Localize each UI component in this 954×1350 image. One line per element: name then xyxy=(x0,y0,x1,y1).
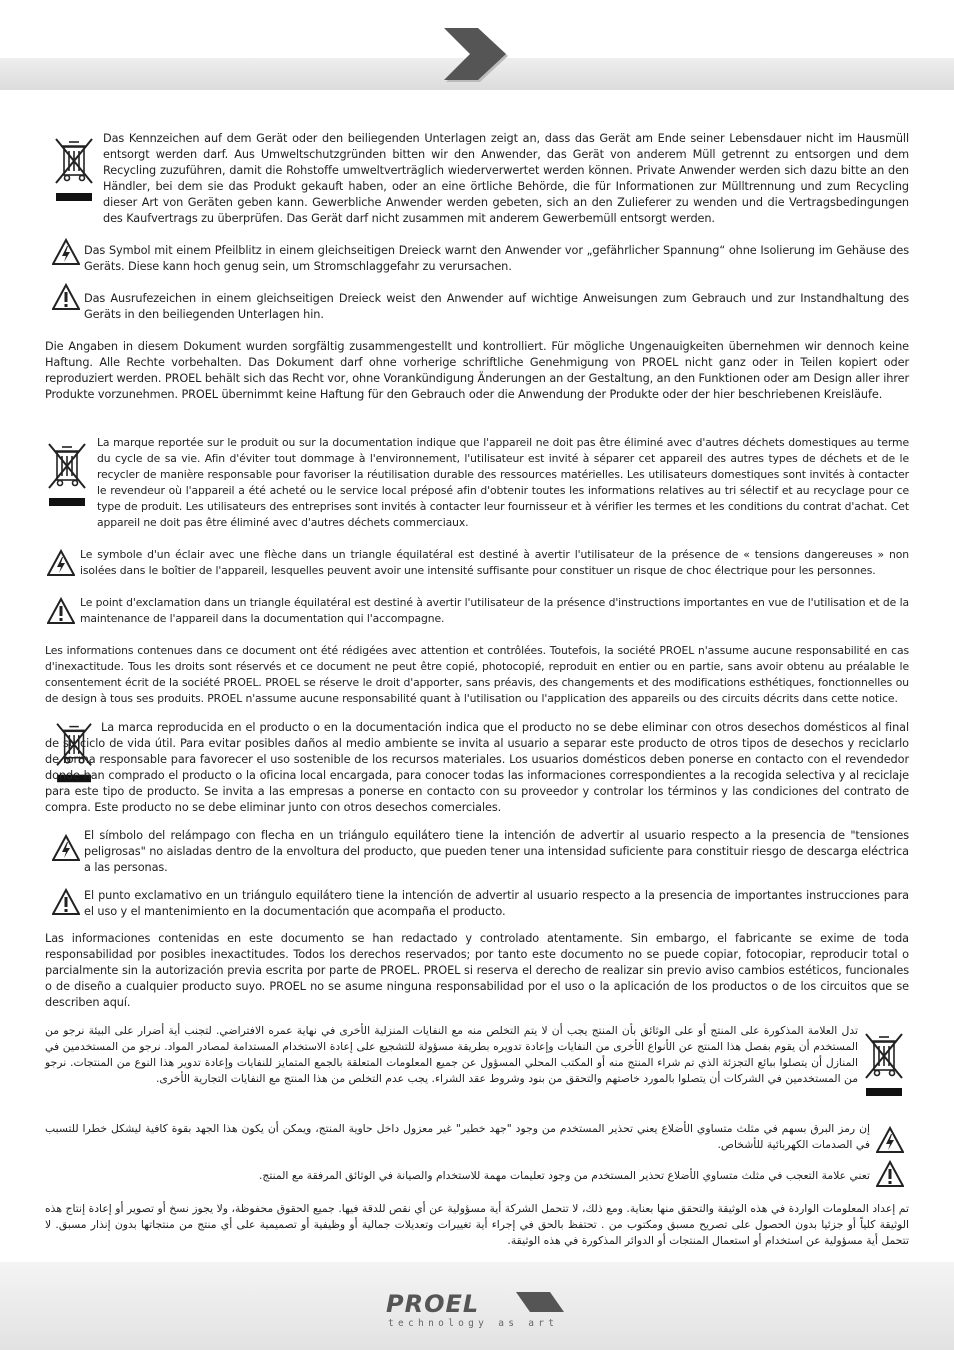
lightning-triangle-icon xyxy=(52,834,80,862)
exclamation-triangle-icon xyxy=(52,888,80,916)
de-lightning-notice: Das Symbol mit einem Pfeilblitz in einem gleichseitigen Dreieck warnt den Anwender vor „gefährlicher Spannung“ ohne Isolierung im Gehäuse des Geräts. Diese kann hoch genug sein, um Stromschlaggefahr zu verursachen. xyxy=(84,244,909,273)
de-disclaimer: Die Angaben in diesem Dokument wurden sorgfältig zusammengestellt und kontrolliert. Für mögliche Ungenauigkeiten übernehmen wir dennoch keine Haftung. Alle Rechte vorbehalten. Das Dokument darf ohne vorherige schriftliche Genehmigung von PROEL nicht ganz oder in Teilen kopiert oder reproduziert werden. PROEL behält sich das Recht vor, ohne Vorankündigung Änderungen an der Gestaltung, an den Funktionen oder am Design aller ihrer Produkte vorzunehmen. PROEL übernimmt keine Haftung für den Gebrauch oder die Anwendung der Produkte oder der hier beschriebenen Kreisläufe. xyxy=(45,340,909,401)
proel-logo xyxy=(386,1290,572,1334)
logo-tagline: technology as art xyxy=(388,1318,559,1329)
chevron-right-icon xyxy=(516,1292,566,1314)
fr-exclamation-notice: Le point d'exclamation dans un triangle équilatéral est destiné à avertir l'utilisateur de la présence d'instructions importantes en vue de l'utilisation et de la maintenance de l'appareil dans la documentation qui l'accompagne. xyxy=(80,596,909,625)
ar-weee-notice: تدل العلامة المذكورة على المنتج أو على الوثائق بأن المنتج يجب أن لا يتم التخلص منه مع النفايات المنزلية الأخرى في نهاية عمره الافتراضي. لتجنب أية أضرار على البيئة نرجو من المستخدم أن يقوم بفصل هذا المنتج عن الأنواع الأخرى من النفايات وإعادة تدويره بطريقة مسؤولة للتشجيع على إعادة الاستخدام المستدامة لمصادر المواد. نرجو من المستخدمين في المنازل أن يتصلوا ببائع التجزئة الذي تم شراء المنتج منه أو المكتب المحلي المسؤول عن جميع المعلومات المتعلقة بالجمع المتمايز للنفايات وإعادة تدوير هذا النوع من المنتجات. نرجو من المستخدمين في الشركات أن يتصلوا بالمورد خاصتهم والتحقق من بنود وشروط عقد الشراء. يجب عدم التخلص من هذا المنتج مع النفايات التجارية الأخرى. xyxy=(45,1024,858,1085)
es-disclaimer: Las informaciones contenidas en este documento se han redactado y controlado atentamente. Sin embargo, el fabricante se exime de toda responsabilidad por posibles inexactitudes. Todos los derechos reservados; por tanto este documento no se puede copiar, fotocopiar, reproducir total o parcialmente sin la autorización previa escrita por parte de PROEL. PROEL si reserva el derecho de realizar sin previo aviso cambios estéticos, funcionales o de diseño a cualquier producto suyo. PROEL no se asume ninguna responsabilidad por el uso o la aplicación de los productos o de los circuitos que se describen aquí. xyxy=(45,932,909,1009)
lightning-triangle-icon xyxy=(52,238,80,266)
lightning-triangle-icon xyxy=(47,549,75,577)
fr-weee-notice: La marque reportée sur le produit ou sur la documentation indique que l'appareil ne doit pas être éliminé avec d'autres déchets domestiques au terme du cycle de sa vie. Afin d'éviter tout dommage à l'environnement, l'utilisateur est invité à séparer cet appareil des autres types de déchets et de le recycler de manière responsable pour favoriser la réutilisation durable des ressources matérielles. Les utilisateurs domestiques sont invités à contacter le revendeur où l'appareil a été acheté ou le service local préposé afin d'obtenir toutes les informations relatives au tri sélectif et au recyclage pour ce type de produit. Les utilisateurs des entreprises sont invités à contacter leur fournisseur et à vérifier les termes et les conditions du contrat d'achat. Cet appareil ne doit pas être éliminé avec d'autres déchets commerciaux. xyxy=(97,436,909,529)
logo-wordmark: PROEL xyxy=(386,1290,480,1318)
es-exclamation-notice: El punto exclamativo en un triángulo equilátero tiene la intención de advertir al usuario respecto a la presencia de importantes instrucciones para el uso y el mantenimiento en la documentación que acompaña el producto. xyxy=(84,889,909,918)
ar-exclamation-notice: تعني علامة التعجب في مثلث متساوي الأضلاع تحذير المستخدم من وجود تعليمات مهمة للاستخدام والصيانة في الوثائق المرفقة مع المنتج. xyxy=(258,1169,870,1182)
exclamation-triangle-icon xyxy=(876,1160,904,1188)
es-lightning-notice: El símbolo del relámpago con flecha en un triángulo equilátero tiene la intención de advertir al usuario respecto a la presencia de "tensiones peligrosas" no aisladas dentro de la envoltura del producto, que pueden tener una intensidad suficiente para constituir riesgo de descarga eléctrica a las personas. xyxy=(84,829,909,874)
crossed-out-wheeled-bin-icon xyxy=(862,1028,908,1102)
lightning-triangle-icon xyxy=(876,1126,904,1154)
ar-lightning-notice: إن رمز البرق بسهم في مثلث متساوي الأضلاع يعني تحذير المستخدم من وجود "جهد خطير" غير معزول داخل حاوية المنتج، ويمكن أن يكون هذا الجهد بقوة كافية ليشكل خطرا للتسبب في الصدمات الكهربائية للأشخاص. xyxy=(45,1122,870,1151)
exclamation-triangle-icon xyxy=(52,283,80,311)
es-weee-notice: La marca reproducida en el producto o en la documentación indica que el producto no se debe eliminar con otros desechos domésticos al final de su ciclo de vida útil. Para evitar posibles daños al medio ambiente se invita al usuario a separar este producto de otros tipos de desechos y reciclarlo de forma responsable para favorecer el uso sostenible de los recursos materiales. Los usuarios domésticos deben ponerse en contacto con el revendedor donde han comprado el producto o la oficina local encargada, para conocer todas las informaciones correspondientes a la recogida selectiva y al reciclaje para este tipo de producto. Se invita a las empresas a ponerse en contacto con su proveedor y controlar los términos y las condiciones del contrato de compra. Este producto no se debe eliminar junto con otros desechos comerciales. xyxy=(45,721,909,814)
de-exclamation-notice: Das Ausrufezeichen in einem gleichseitigen Dreieck weist den Anwender auf wichtige Anweisungen zum Gebrauch und zur Instandhaltung des Geräts in den beiliegenden Unterlagen hin. xyxy=(84,292,909,321)
chevron-right-icon xyxy=(436,28,512,84)
crossed-out-wheeled-bin-icon xyxy=(45,440,91,510)
crossed-out-wheeled-bin-icon xyxy=(52,135,98,205)
fr-lightning-notice: Le symbole d'un éclair avec une flèche dans un triangle équilatéral est destiné à avertir l'utilisateur de la présence de « tensions dangereuses » non isolées dans le boîtier de l'appareil, lesquelles peuvent avoir une intensité suffisante pour constituer un risque de choc électrique pour les personnes. xyxy=(80,548,909,577)
exclamation-triangle-icon xyxy=(47,597,75,625)
fr-disclaimer: Les informations contenues dans ce document ont été rédigées avec attention et contrôlées. Toutefois, la société PROEL n'assume aucune responsabilité en cas d'inexactitude. Tous les droits sont réservés et ce document ne peut être copié, photocopié, reproduit en entier ou en partie, sans avoir obtenu au préalable le consentement écrit de la société PROEL. PROEL se réserve le droit d'apporter, sans préavis, des changements et des modifications esthétiques, fonctionnelles ou de design à tous ses produits. PROEL n'assume aucune responsabilité quant à l'utilisation ou l'application des appareils ou des circuits décrits dans cette notice. xyxy=(45,644,909,705)
de-weee-notice: Das Kennzeichen auf dem Gerät oder den beiliegenden Unterlagen zeigt an, dass das Gerät am Ende seiner Lebensdauer nicht im Hausmüll entsorgt werden darf. Aus Umweltschutzgründen bitten wir den Anwender, das Gerät von anderem Müll getrennt zu entsorgen und dem Recycling zuzuführen, damit die Rohstoffe umweltverträglich wiederverwertet werden können. Private Anwender werden sich dazu bitte an den Händler, bei dem sie das Produkt gekauft haben, oder an eine örtliche Behörde, die für Informationen zur Mülltrennung und zum Recycling dieser Art von Geräten geben kann. Gewerbliche Anwender werden gebeten, sich an den Zulieferer zu wenden und die Vertragsbedingungen des Kaufvertrags zu überprüfen. Das Gerät darf nicht zusammen mit anderem Gewerbemüll entsorgt werden. xyxy=(103,132,909,225)
ar-disclaimer: تم إعداد المعلومات الواردة في هذه الوثيقة والتحقق منها بعناية. ومع ذلك، لا تتحمل الشركة أية مسؤولية عن أي نقص للدقة فيها. جميع الحقوق محفوظة، ولا يجوز نسخ أو تصوير أو إعادة إنتاج هذه الوثيقة كلياً أو جزئيا بدون الحصول على تصريح مسبق ومكتوب من . تحتفظ بالحق في إجراء أية تغييرات وتعديلات جمالية أو وظيفية أو تصميمية على أي منتج من منتجاتها بدون إنذار مسبق. لا تتحمل أية مسؤولية عن استخدام أو استعمال المنتجات أو الدوائر المذكورة في هذه الوثيقة. xyxy=(45,1202,909,1247)
